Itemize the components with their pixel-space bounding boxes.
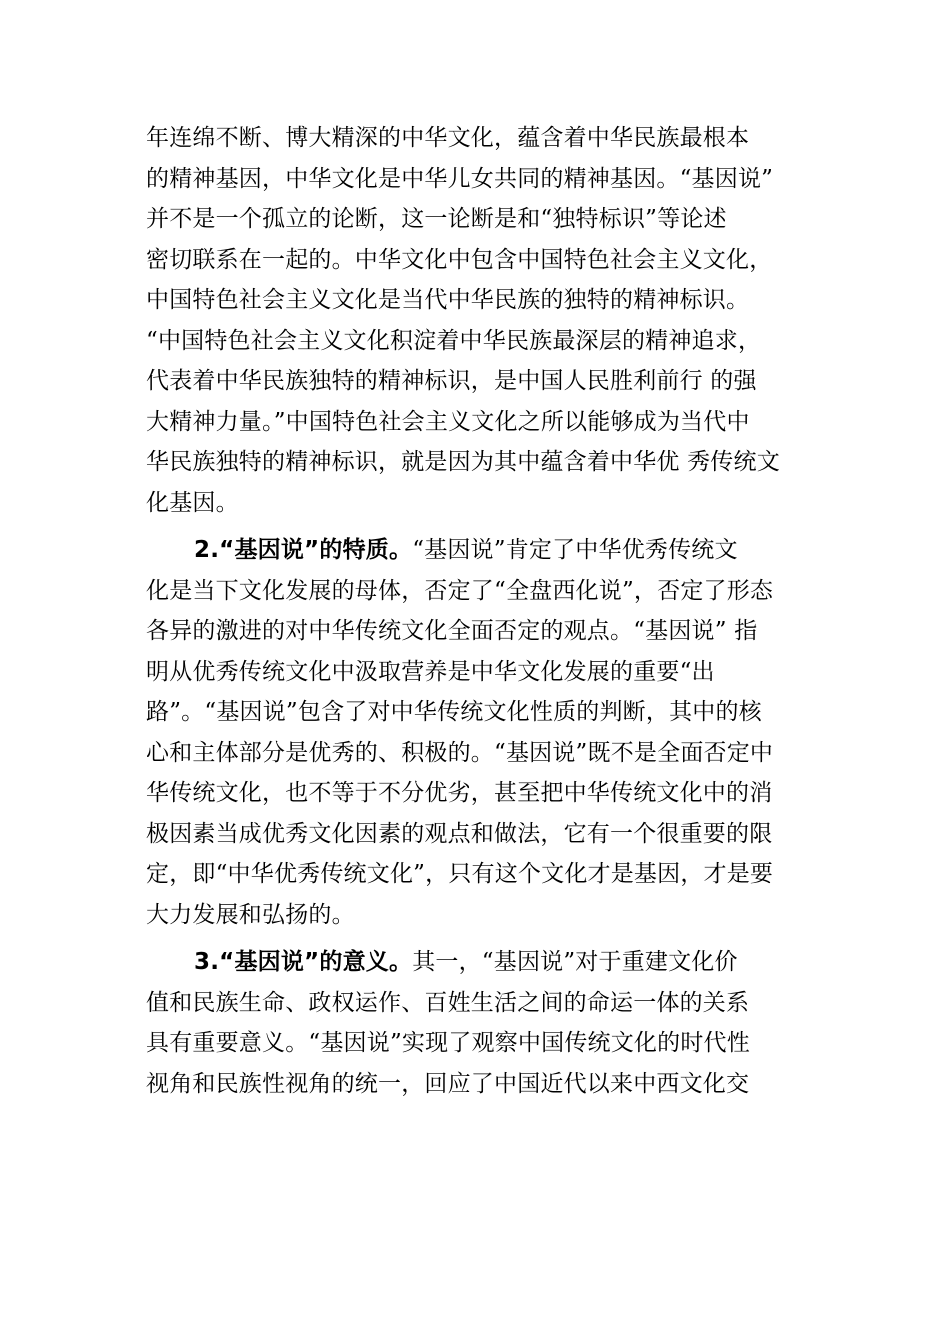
text-line: 代表着中华民族独特的精神标识，是中国人民胜利前行 的强 xyxy=(146,368,757,394)
text-line: 路”。“基因说”包含了对中华传统文化性质的判断，其中的核 xyxy=(146,699,762,725)
text-line: 大精神力量。”中国特色社会主义文化之所以能够成为当代中 xyxy=(146,408,750,435)
text-line: 的精神基因，中华文化是中华儿女共同的精神基因。“基因说” xyxy=(146,165,774,192)
text-line: 心和主体部分是优秀的、积极的。“基因说”既不是全面否定中 xyxy=(146,739,774,766)
document-body xyxy=(146,118,846,1104)
text-line: 化是当下文化发展的母体，否定了“全盘西化说”，否定了形态 xyxy=(146,577,774,604)
text-line: 具有重要意义。“基因说”实现了观察中国传统文化的时代性 xyxy=(146,1030,750,1056)
section-heading-significance: 3.“基因说”的意义。 xyxy=(194,949,413,975)
text-line: 视角和民族性视角的统一，回应了中国近代以来中西文化交 xyxy=(146,1070,750,1097)
text-line: 密切联系在一起的。中华文化中包含中国特色社会主义文化， xyxy=(146,246,773,273)
paragraph-3 xyxy=(146,942,846,1104)
text-line: 化基因。 xyxy=(146,489,239,516)
first-line-text: “基因说”肯定了中华优秀传统文 xyxy=(412,537,738,563)
text-line: 各异的激进的对中华传统文化全面否定的观点。“基因说” 指 xyxy=(146,618,758,644)
paragraph-1 xyxy=(146,118,846,523)
text-line: 年连绵不断、博大精深的中华文化，蕴含着中华民族最根本 xyxy=(146,125,750,151)
text-line: 华民族独特的精神标识，就是因为其中蕴含着中华优 秀传统文 xyxy=(146,449,780,475)
text-line: 定，即“中华优秀传统文化”，只有这个文化才是基因，才是要 xyxy=(146,861,774,887)
section-heading-traits: 2.“基因说”的特质。 xyxy=(194,537,413,563)
text-line: 值和民族生命、政权运作、百姓生活之间的命运一体的关系 xyxy=(146,989,750,1016)
text-line: 华传统文化，也不等于不分优劣，甚至把中华传统文化中的消 xyxy=(146,780,773,806)
text-line: 大力发展和弘扬的。 xyxy=(146,901,355,928)
paragraph-2 xyxy=(146,530,846,935)
first-line xyxy=(146,530,846,571)
text-line: 中国特色社会主义文化是当代中华民族的独特的精神标识。 xyxy=(146,287,750,313)
text-line: 并不是一个孤立的论断，这一论断是和“独特标识”等论述 xyxy=(146,206,727,232)
text-line: 明从优秀传统文化中汲取营养是中华文化发展的重要“出 xyxy=(146,658,715,685)
text-line: “中国特色社会主义文化积淀着中华民族最深层的精神追求， xyxy=(146,327,762,354)
first-line xyxy=(146,942,846,983)
first-line-text: 其一，“基因说”对于重建文化价 xyxy=(412,949,738,975)
text-line: 极因素当成优秀文化因素的观点和做法，它有一个很重要的限 xyxy=(146,820,773,847)
